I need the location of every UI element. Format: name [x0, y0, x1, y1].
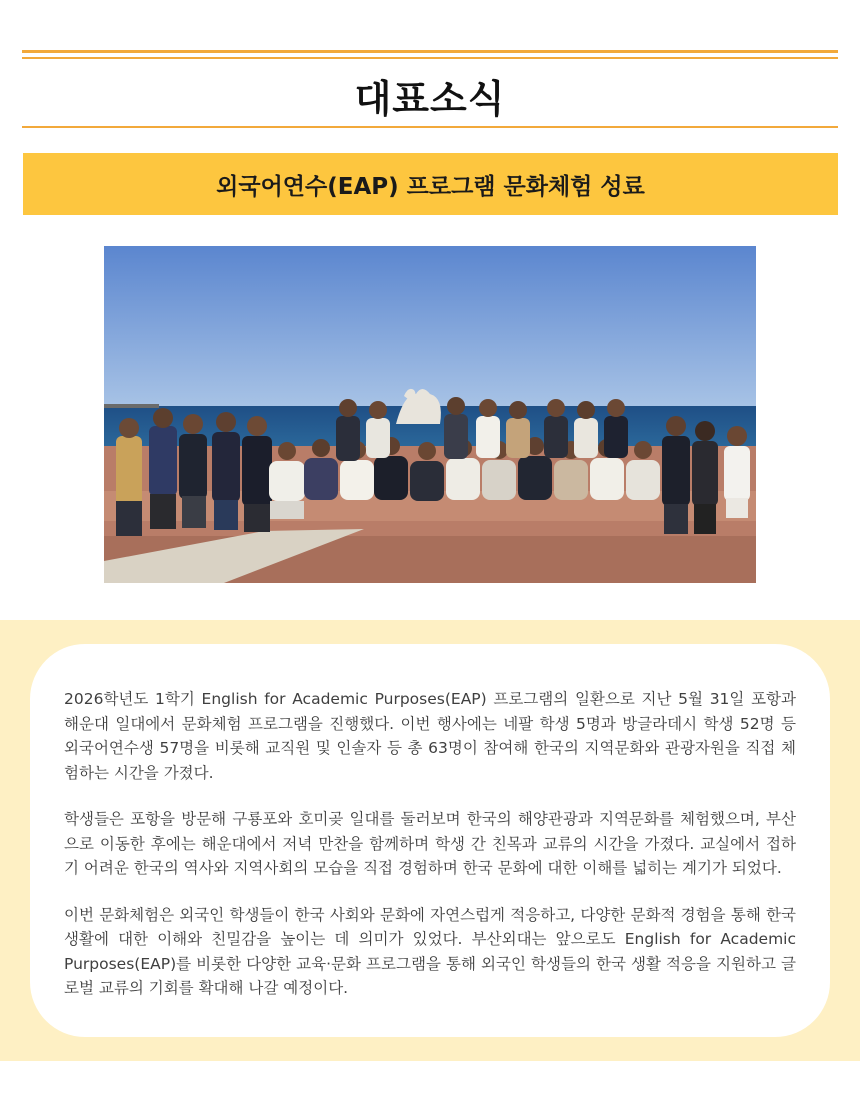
article-paragraph: 학생들은 포항을 방문해 구룡포와 호미곶 일대를 둘러보며 한국의 해양관광과 지역문화를 체험했으며, 부산으로 이동한 후에는 해운대에서 저녁 만찬을 함께하며 학생 간 친목과 교류의 시간을 가졌다. 교실에서 접하기 어려운 한국의 역사와 지역사회의 모습을 직접 경험하며 한국 문화에 대한 이해를 넓히는 계기가 되었다.	[64, 810, 796, 877]
article-paragraph: 2026학년도 1학기 English for Academic Purposes(EAP) 프로그램의 일환으로 지난 5월 31일 포항과 해운대 일대에서 문화체험 프로그램을 진행했다. 이번 행사에는 네팔 학생 5명과 방글라데시 학생 52명 등 외국어연수생 57명을 비롯해 교직원 및 인솔자 등 총 63명이 참여해 한국의 지역문화와 관광자원을 직접 체험하는 시간을 가졌다.	[64, 690, 796, 782]
article-paragraph: 이번 문화체험은 외국인 학생들이 한국 사회와 문화에 자연스럽게 적응하고, 다양한 문화적 경험을 통해 한국 생활에 대한 이해와 친밀감을 높이는 데 의미가 있었다. 부산외대는 앞으로도 English for Academic Purposes(EAP)를 비롯한 다양한 교육·문화 프로그램을 통해 외국인 학생들의 한국 생활 적응을 지원하고 글로벌 교류의 기회를 확대해 나갈 예정이다.	[64, 905, 796, 997]
group-photo-beach-icon	[104, 246, 756, 583]
article-body	[64, 687, 796, 1023]
page-title: 대표소식	[354, 77, 506, 121]
header-rule-top	[22, 50, 838, 53]
article-subtitle: 외국어연수(EAP) 프로그램 문화체험 성료	[216, 173, 645, 200]
header-rule-second	[22, 57, 838, 59]
group-photo	[104, 246, 756, 583]
title-underline	[22, 126, 838, 128]
subtitle-bar	[23, 153, 838, 215]
